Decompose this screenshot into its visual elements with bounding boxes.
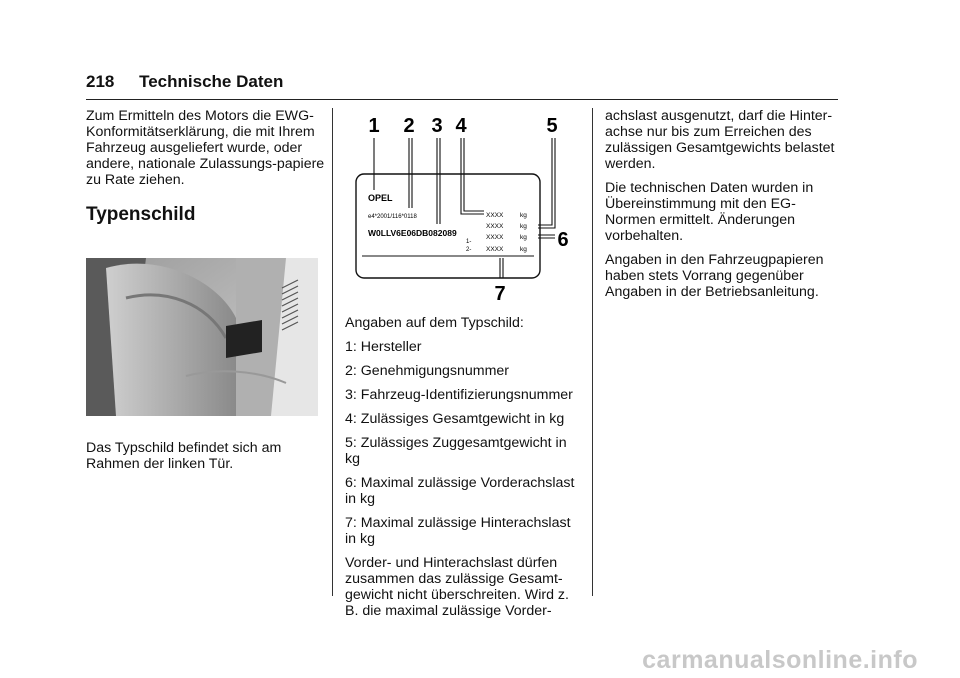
intro-paragraph: Zum Ermitteln des Motors die EWG-Konformitätserklärung, die mit Ihrem Fahrzeug ausgeliefert wurde, oder andere, nationale Zulassungs-papiere zu Rate ziehen. <box>86 108 325 188</box>
column-1 <box>86 108 326 196</box>
plate-row-unit: kg <box>520 246 527 253</box>
list-item: 2: Genehmigungsnummer <box>345 363 510 379</box>
list-item: 6: Maximal zulässige Vorderachslast in kg <box>345 475 575 507</box>
typenschild-heading: Typenschild <box>86 204 196 225</box>
page-number: 218 <box>86 72 115 91</box>
section-title: Technische Daten <box>139 72 284 91</box>
callout-1: 1 <box>368 115 380 137</box>
photo-caption: Das Typschild befindet sich am Rahmen der linken Tür. <box>86 440 282 472</box>
list-item: 7: Maximal zulässige Hinterachslast in kg <box>345 515 571 547</box>
plate-brand: OPEL <box>368 193 393 203</box>
callout-3: 3 <box>431 115 443 137</box>
plate-row-value: XXXX <box>486 223 504 230</box>
plate-axle-2: 2- <box>466 247 472 253</box>
plate-row-value: XXXX <box>486 234 504 241</box>
page-header <box>86 72 283 92</box>
plate-row-unit: kg <box>520 234 527 241</box>
column-divider-1 <box>332 108 333 596</box>
plate-axle-1: 1- <box>466 239 472 245</box>
watermark: carmanualsonline.info <box>642 646 918 674</box>
list-intro: Angaben auf dem Typschild: <box>345 315 524 331</box>
callout-4: 4 <box>455 115 467 137</box>
list-item: 5: Zulässiges Zuggesamtgewicht in kg <box>345 435 567 467</box>
list-item: 1: Hersteller <box>345 339 422 355</box>
ec-norms-paragraph: Die technischen Daten wurden in Übereinstimmung mit den EG-Normen ermittelt. Änderungen vorbehalten. <box>605 180 814 244</box>
plate-row-value: XXXX <box>486 246 504 253</box>
plate-approval-number: e4*2001/116*0118 <box>368 214 417 220</box>
list-item: 4: Zulässiges Gesamtgewicht in kg <box>345 411 565 427</box>
plate-row-value: XXXX <box>486 212 504 219</box>
plate-vin: W0LLV6E06DB082089 <box>368 228 457 238</box>
type-plate <box>356 174 540 278</box>
column-2 <box>345 315 585 627</box>
axle-load-continued: achslast ausgenutzt, darf die Hinter-achse nur bis zum Erreichen des zulässigen Gesamtgewichts belastet werden. <box>605 108 835 172</box>
door-frame-photo <box>86 258 318 416</box>
plate-row-unit: kg <box>520 223 527 230</box>
callout-7: 7 <box>494 283 506 304</box>
list-item: 3: Fahrzeug-Identifizierungsnummer <box>345 387 573 403</box>
column-divider-2 <box>592 108 593 596</box>
axle-load-paragraph: Vorder- und Hinterachslast dürfen zusammen das zulässige Gesamt-gewicht nicht überschreiten. Wird z. B. die maximal zulässige Vorder- <box>345 555 569 619</box>
column-3 <box>605 108 840 308</box>
type-plate-diagram <box>348 108 578 304</box>
header-rule <box>86 99 838 100</box>
vehicle-papers-paragraph: Angaben in den Fahrzeugpapieren haben stets Vorrang gegenüber Angaben in der Betriebsanleitung. <box>605 252 824 300</box>
callout-5: 5 <box>546 115 558 137</box>
plate-row-unit: kg <box>520 212 527 219</box>
callout-2: 2 <box>403 115 415 137</box>
callout-6: 6 <box>557 229 569 251</box>
